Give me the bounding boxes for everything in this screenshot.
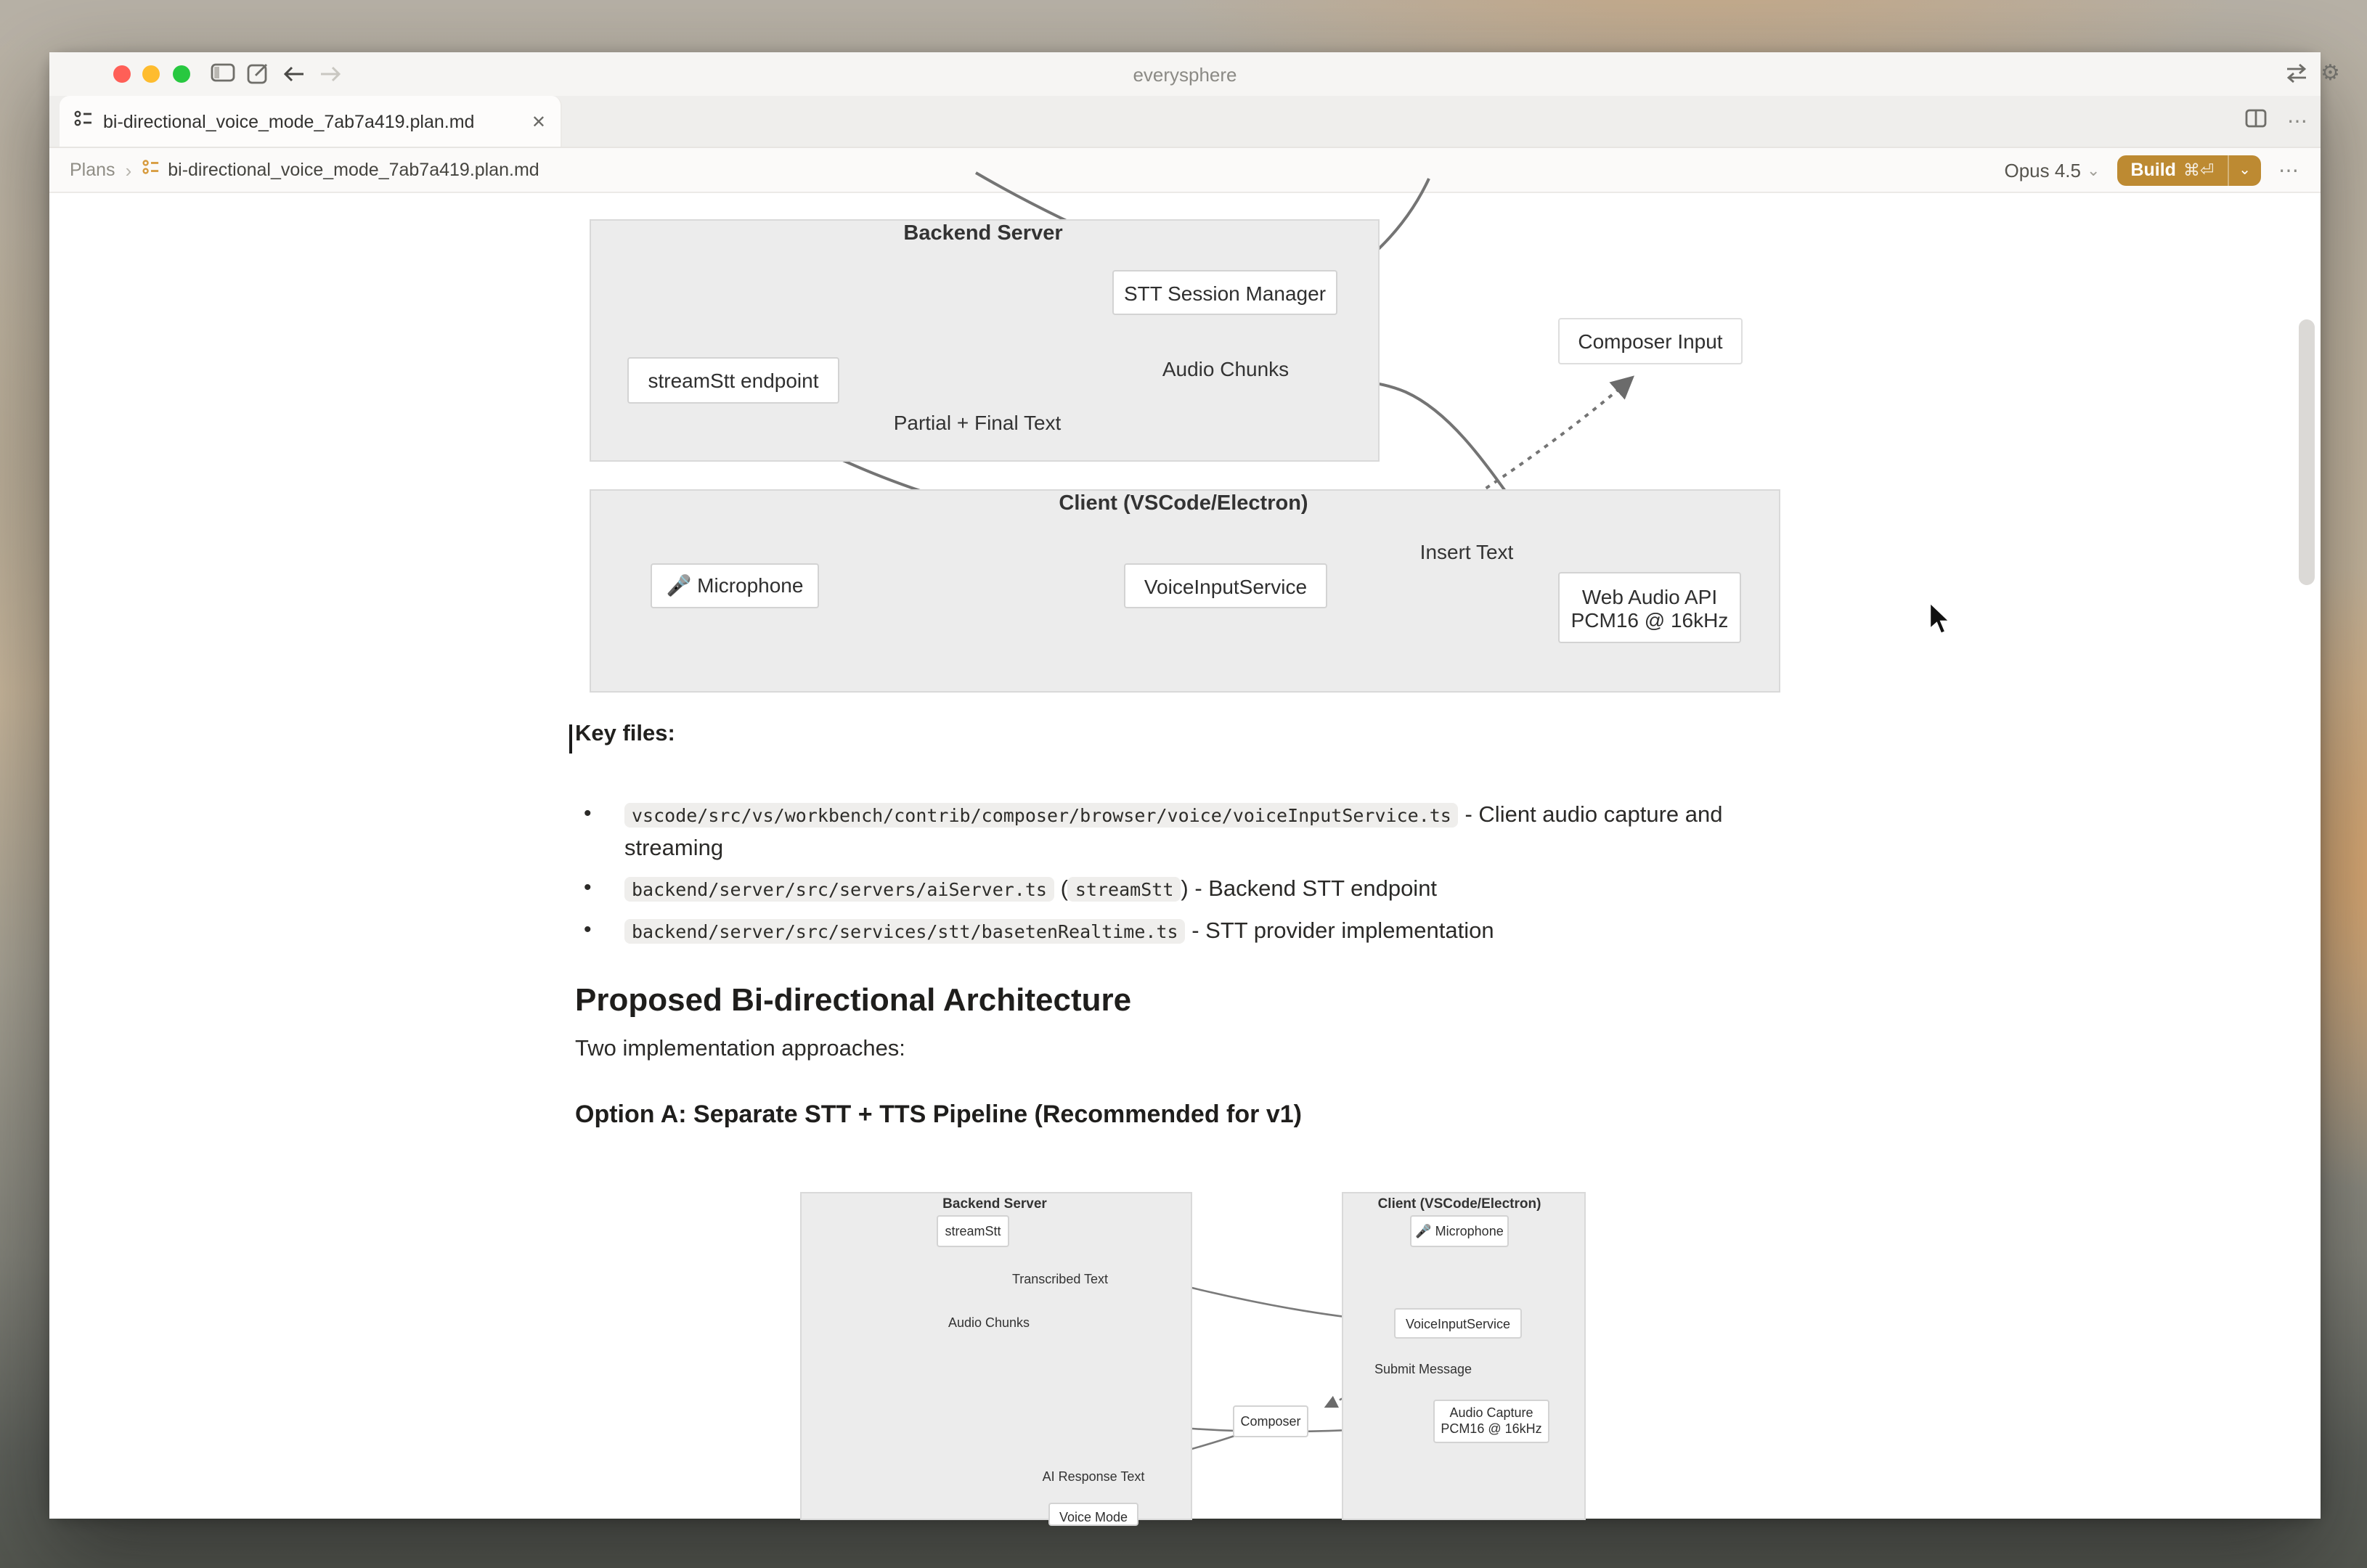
chevron-down-icon: ⌄ [2238, 162, 2251, 178]
edge-label-submit-message: Submit Message [1374, 1362, 1472, 1376]
node-streamstt: streamStt [937, 1215, 1009, 1247]
list-item: • backend/server/src/servers/aiServer.ts ( streamStt ) - Backend STT endpoint [584, 875, 1438, 902]
subgraph-title: Client (VSCode/Electron) [1059, 492, 1308, 515]
chevron-down-icon: ⌄ [2087, 162, 2101, 179]
node-microphone: 🎤 Microphone [1410, 1215, 1509, 1247]
code-chip: backend/server/src/services/stt/basetenRealtime.ts [624, 919, 1186, 944]
node-voice-mode: Voice Mode [1048, 1503, 1138, 1526]
node-composer-input: Composer Input [1558, 318, 1743, 364]
tab-close-icon[interactable]: ✕ [531, 111, 546, 131]
node-streamstt-endpoint: streamStt endpoint [627, 357, 839, 404]
edge-label-insert-text: Insert Text [1419, 540, 1514, 563]
code-chip: vscode/src/vs/workbench/contrib/composer/browser/voice/voiceInputService.ts [624, 803, 1459, 828]
build-button[interactable] [2117, 155, 2227, 185]
node-stt-session-manager: STT Session Manager [1112, 270, 1337, 315]
code-chip: backend/server/src/servers/aiServer.ts [624, 877, 1054, 902]
document-content [49, 193, 2321, 1524]
build-dropdown-button[interactable] [2228, 155, 2261, 185]
node-web-audio-api: Web Audio API PCM16 @ 16kHz [1558, 572, 1741, 643]
list-item: • backend/server/src/services/stt/basetenRealtime.ts - STT provider implementation [584, 918, 1494, 944]
subgraph-title: Client (VSCode/Electron) [1377, 1196, 1541, 1212]
tab-more-icon[interactable]: ⋯ [2287, 109, 2309, 132]
subsection-heading: Option A: Separate STT + TTS Pipeline (Recommended for v1) [575, 1101, 1302, 1128]
gear-icon[interactable]: ⚙ [2321, 61, 2340, 86]
breadcrumb-file[interactable]: bi-directional_voice_mode_7ab7a419.plan.md [168, 160, 539, 180]
model-picker[interactable] [2004, 159, 2100, 181]
tabbar [49, 96, 2321, 148]
swap-arrows-icon[interactable] [2284, 64, 2309, 91]
node-voice-input-service: VoiceInputService [1394, 1308, 1522, 1339]
key-files-heading: Key files: [575, 722, 675, 746]
titlebar [49, 52, 2340, 96]
breadcrumb-root[interactable]: Plans [70, 160, 115, 180]
more-actions-icon[interactable]: ⋯ [2278, 158, 2300, 181]
build-split-button [2117, 155, 2261, 185]
window-title: everysphere [1133, 63, 1237, 85]
plan-list-icon [74, 108, 93, 134]
code-chip: streamStt [1068, 877, 1181, 902]
edge-label-transcribed-text: Transcribed Text [1011, 1272, 1109, 1286]
breadcrumb-bar [49, 148, 2321, 193]
edge-label-audio-chunks: Audio Chunks [1162, 357, 1290, 380]
subgraph-title: Backend Server [942, 1196, 1047, 1212]
edge-label-ai-response: AI Response Text [1042, 1469, 1145, 1484]
node-microphone: 🎤 Microphone [651, 563, 819, 608]
split-editor-icon[interactable] [2245, 108, 2267, 134]
section-heading: Proposed Bi-directional Architecture [575, 981, 1132, 1018]
paragraph: Two implementation approaches: [575, 1037, 905, 1061]
chevron-right-icon: › [125, 159, 132, 181]
subgraph-title: Backend Server [903, 222, 1063, 245]
tab-label: bi-directional_voice_mode_7ab7a419.plan.md [103, 111, 475, 131]
mouse-cursor [1928, 601, 1953, 636]
node-audio-capture: Audio Capture PCM16 @ 16kHz [1433, 1400, 1549, 1443]
edge-label-partial-final: Partial + Final Text [893, 411, 1062, 434]
build-shortcut: ⌘⏎ [2183, 163, 2215, 180]
node-composer: Composer [1233, 1405, 1308, 1437]
edge-label-audio-chunks: Audio Chunks [948, 1315, 1030, 1330]
build-label: Build [2130, 160, 2176, 180]
node-voice-input-service: VoiceInputService [1124, 563, 1327, 608]
text-caret [569, 724, 571, 754]
app-window [49, 52, 2340, 1524]
list-item: • vscode/src/vs/workbench/contrib/composer/browser/voice/voiceInputService.ts - Client audio capture and streaming [584, 801, 1723, 861]
plan-list-icon-orange [142, 157, 159, 183]
model-label: Opus 4.5 [2004, 159, 2081, 181]
tab-plan-file[interactable] [60, 96, 562, 147]
scrollbar-thumb[interactable] [2299, 319, 2315, 585]
